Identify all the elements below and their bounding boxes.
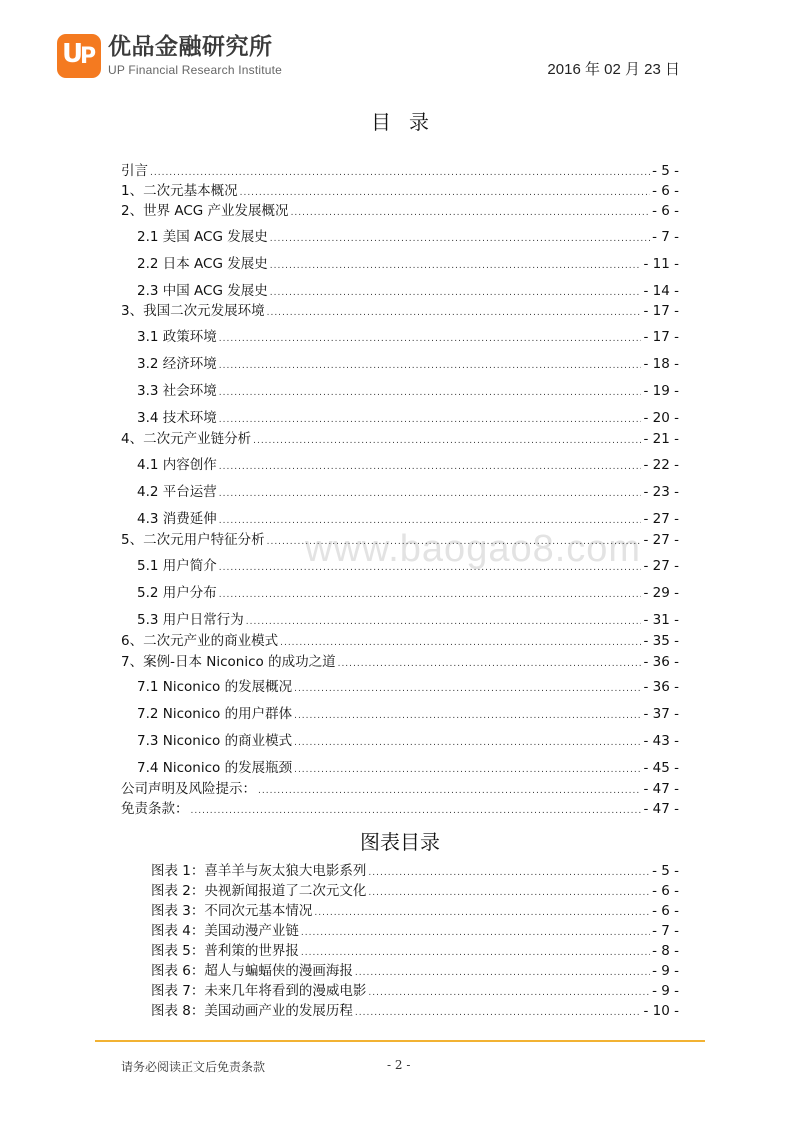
figure-entry[interactable]: 图表 6：超人与蝙蝠侠的漫画海报 ..... - 9 - <box>151 962 679 980</box>
toc-entry[interactable]: 2、世界 ACG 产业发展概况 ..... - 6 - <box>121 202 679 220</box>
report-date: 2016 年 02 月 23 日 <box>547 61 680 78</box>
toc-entry[interactable]: 7、案例-日本 Niconico 的成功之道 ..... - 36 - <box>121 653 679 671</box>
toc-entry[interactable]: 7.2 Niconico 的用户群体 ..... - 37 - <box>137 705 679 723</box>
toc-entry[interactable]: 4.2 平台运营 ..... - 23 - <box>137 483 679 501</box>
toc-entry[interactable]: 4.3 消费延伸 ..... - 27 - <box>137 510 679 528</box>
toc-entry[interactable]: 5、二次元用户特征分析 ..... - 27 - <box>121 531 679 549</box>
logo-mark-u: U <box>62 39 84 69</box>
logo-english-name: UP Financial Research Institute <box>108 62 283 77</box>
toc-entry[interactable]: 免责条款： ..... - 47 - <box>121 800 679 818</box>
figure-entry[interactable]: 图表 8：美国动画产业的发展历程 ..... - 10 - <box>151 1002 679 1020</box>
footer-divider <box>95 1040 705 1042</box>
toc-entry[interactable]: 3.1 政策环境 ..... - 17 - <box>137 328 679 346</box>
toc-entry[interactable]: 2.3 中国 ACG 发展史 ..... - 14 - <box>137 282 679 300</box>
toc-entry[interactable]: 引言 ..... - 5 - <box>121 162 679 180</box>
toc-entry[interactable]: 7.1 Niconico 的发展概况 ..... - 36 - <box>137 678 679 696</box>
figure-entry[interactable]: 图表 3：不同次元基本情况 ..... - 6 - <box>151 902 679 920</box>
figure-entry[interactable]: 图表 5：普利策的世界报 ..... - 8 - <box>151 942 679 960</box>
toc-entry[interactable]: 2.2 日本 ACG 发展史 ..... - 11 - <box>137 255 679 273</box>
toc-entry[interactable]: 3.4 技术环境 ..... - 20 - <box>137 409 679 427</box>
toc-title: 目录 <box>371 110 447 134</box>
toc-entry[interactable]: 1、二次元基本概况 ..... - 6 - <box>121 182 679 200</box>
toc-entry[interactable]: 2.1 美国 ACG 发展史 ..... - 7 - <box>137 228 679 246</box>
watermark: www.baogao8.com <box>305 528 642 570</box>
toc-entry[interactable]: 4、二次元产业链分析 ..... - 21 - <box>121 430 679 448</box>
figure-entry[interactable]: 图表 2：央视新闻报道了二次元文化 ..... - 6 - <box>151 882 679 900</box>
toc-entry[interactable]: 7.4 Niconico 的发展瓶颈 ..... - 45 - <box>137 759 679 777</box>
up-logo-icon <box>57 34 101 78</box>
toc-entry[interactable]: 7.3 Niconico 的商业模式 ..... - 43 - <box>137 732 679 750</box>
figure-entry[interactable]: 图表 4：美国动漫产业链 ..... - 7 - <box>151 922 679 940</box>
toc-entry[interactable]: 4.1 内容创作 ..... - 22 - <box>137 456 679 474</box>
toc-entry[interactable]: 6、二次元产业的商业模式 ..... - 35 - <box>121 632 679 650</box>
figure-entry[interactable]: 图表 7：未来几年将看到的漫威电影 ..... - 9 - <box>151 982 679 1000</box>
page-number: - 2 - <box>387 1058 411 1072</box>
toc-entry[interactable]: 5.2 用户分布 ..... - 29 - <box>137 584 679 602</box>
toc-entry[interactable]: 公司声明及风险提示： ..... - 47 - <box>121 780 679 798</box>
toc-entry[interactable]: 5.3 用户日常行为 ..... - 31 - <box>137 611 679 629</box>
toc-entry[interactable]: 3.3 社会环境 ..... - 19 - <box>137 382 679 400</box>
figure-list-title: 图表目录 <box>360 830 440 854</box>
figure-entry[interactable]: 图表 1：喜羊羊与灰太狼大电影系列 ..... - 5 - <box>151 862 679 880</box>
logo-mark-p: P <box>80 44 97 69</box>
toc-entry[interactable]: 5.1 用户简介 ..... - 27 - <box>137 557 679 575</box>
logo-chinese-name: 优品金融研究所 <box>108 34 273 61</box>
footer-disclaimer-note: 请务必阅读正文后免责条款 <box>121 1060 266 1074</box>
toc-entry[interactable]: 3.2 经济环境 ..... - 18 - <box>137 355 679 373</box>
company-logo <box>57 34 282 78</box>
toc-entry[interactable]: 3、我国二次元发展环境 ..... - 17 - <box>121 302 679 320</box>
